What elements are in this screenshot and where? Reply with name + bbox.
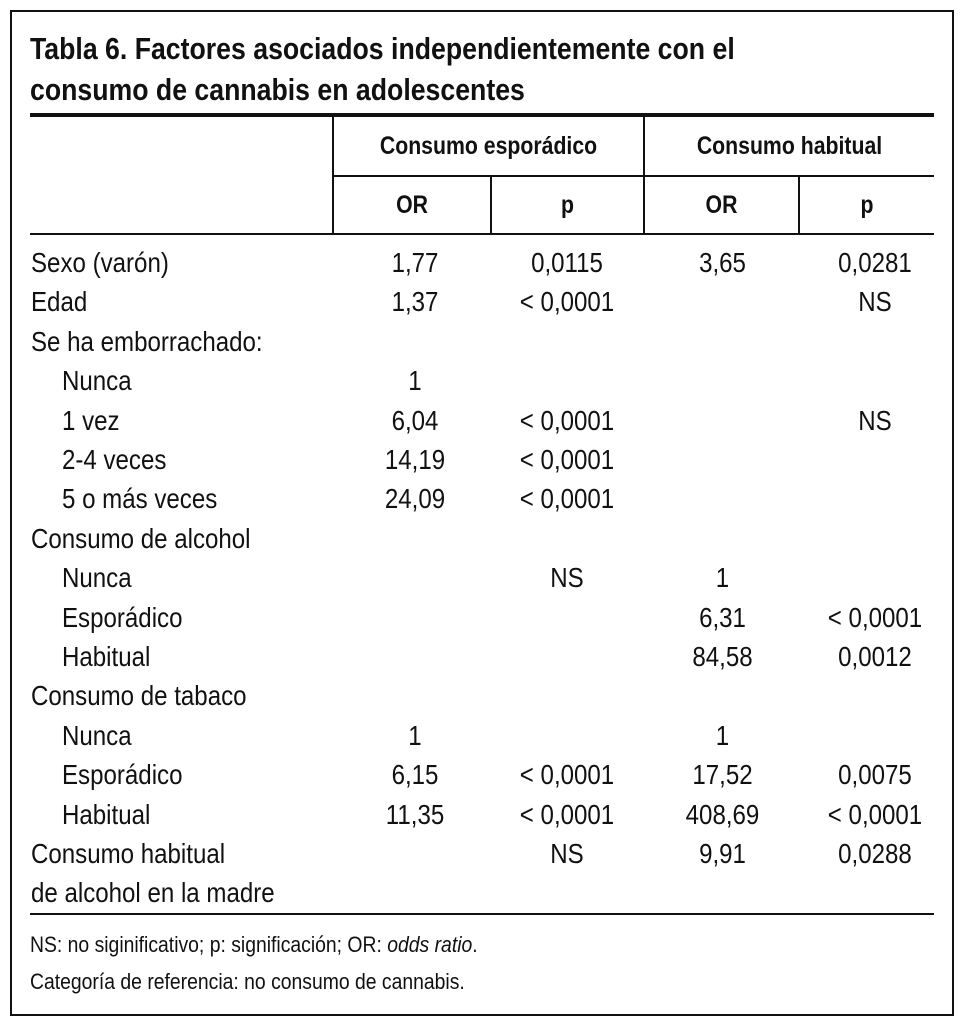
header-group-habitual: Consumo habitual — [696, 132, 883, 160]
cell-p1: < 0,0001 — [519, 759, 615, 791]
cell-or2: 6,31 — [699, 601, 746, 633]
cell-or2: 1 — [715, 719, 730, 751]
row-label: Nunca — [62, 365, 132, 397]
cell-p2: NS — [858, 286, 892, 318]
row-label: Nunca — [62, 719, 132, 751]
row-label: Consumo habitual — [31, 838, 226, 869]
cell-p1: 0,0115 — [531, 247, 603, 278]
cell-or1: 1 — [408, 365, 422, 397]
header-p: p — [860, 191, 874, 219]
table-title: Tabla 6. Factores asociados independientemente con el consumo de cannabis en adolescentes — [30, 31, 735, 107]
cell-p2: 0,0012 — [838, 641, 912, 672]
row-label: 5 o más veces — [62, 483, 218, 515]
cell-or1: 14,19 — [384, 444, 446, 475]
cell-p1: NS — [550, 838, 584, 869]
footnote-reference: Categoría de referencia: no consumo de cannabis. — [30, 969, 465, 994]
row-label: Sexo (varón) — [31, 247, 169, 278]
header-or: OR — [705, 191, 738, 219]
top-rule — [30, 113, 934, 117]
cell-p2: 0,0075 — [838, 759, 912, 791]
row-label: Nunca — [62, 562, 132, 594]
header-p: p — [561, 191, 574, 219]
cell-p2: < 0,0001 — [827, 798, 923, 830]
cell-or1: 1,37 — [391, 286, 439, 318]
cell-or2: 9,91 — [699, 838, 746, 869]
row-label: Consumo de tabaco — [31, 680, 247, 712]
col-divider — [798, 175, 800, 235]
bottom-rule — [30, 913, 934, 915]
header-or: OR — [396, 191, 428, 219]
row-label: 1 vez — [62, 404, 120, 436]
col-divider — [643, 117, 645, 235]
row-label: Esporádico — [62, 601, 183, 633]
col-divider — [332, 117, 334, 235]
footnote-abbreviations: NS: no siginificativo; p: significación; OR: odds ratio. — [30, 932, 478, 957]
header-divider — [332, 175, 934, 177]
cell-or1: 6,15 — [391, 759, 439, 791]
row-label: Esporádico — [62, 759, 183, 791]
cell-p1: < 0,0001 — [519, 444, 615, 475]
col-divider — [490, 175, 492, 235]
cell-or2: 1 — [715, 562, 730, 594]
cell-p1: < 0,0001 — [519, 483, 615, 515]
cell-or2: 84,58 — [692, 641, 753, 672]
cell-or2: 3,65 — [699, 247, 746, 278]
row-label: Edad — [31, 286, 88, 318]
cell-or2: 408,69 — [685, 798, 760, 830]
cell-p2: 0,0288 — [838, 838, 912, 869]
cell-or1: 1,77 — [391, 247, 439, 278]
row-label: Habitual — [62, 641, 151, 672]
row-label: Consumo de alcohol — [31, 522, 251, 554]
row-label: 2-4 veces — [62, 444, 167, 475]
row-label: de alcohol en la madre — [31, 877, 275, 909]
header-group-sporadic: Consumo esporádico — [379, 132, 598, 160]
cell-p1: < 0,0001 — [519, 286, 615, 318]
cell-p2: < 0,0001 — [827, 601, 923, 633]
cell-p1: < 0,0001 — [519, 798, 615, 830]
cell-p1: NS — [550, 562, 584, 594]
cell-p2: NS — [858, 404, 892, 436]
row-label: Habitual — [62, 798, 151, 830]
cell-or1: 24,09 — [384, 483, 446, 515]
cell-p1: < 0,0001 — [519, 404, 615, 436]
cell-or1: 11,35 — [385, 798, 445, 830]
row-label: Se ha emborrachado: — [31, 325, 263, 357]
cell-or1: 1 — [408, 719, 422, 751]
cell-or1: 6,04 — [391, 404, 439, 436]
cell-p2: 0,0281 — [838, 247, 912, 278]
cell-or2: 17,52 — [692, 759, 753, 791]
